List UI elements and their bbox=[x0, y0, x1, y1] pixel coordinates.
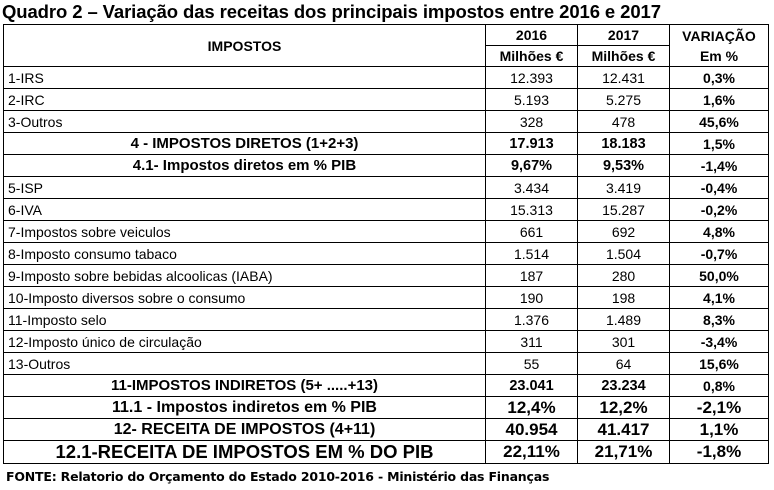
row-name: 11-Imposto selo bbox=[4, 309, 486, 331]
row-name: 2-IRC bbox=[4, 89, 486, 111]
table-row bbox=[4, 287, 769, 309]
header-variacao-line1: VARIAÇÃO bbox=[682, 27, 756, 44]
header-2017 bbox=[578, 25, 670, 67]
row-variacao: -1,4% bbox=[670, 155, 769, 177]
row-2016: 187 bbox=[486, 265, 578, 287]
row-variacao: -3,4% bbox=[670, 331, 769, 353]
row-variacao: 45,6% bbox=[670, 111, 769, 133]
row-variacao: -0,2% bbox=[670, 199, 769, 221]
table-row bbox=[4, 353, 769, 375]
row-2017: 301 bbox=[578, 331, 670, 353]
row-2017: 21,71% bbox=[578, 441, 670, 464]
row-2016: 311 bbox=[486, 331, 578, 353]
row-2017: 478 bbox=[578, 111, 670, 133]
row-2016: 22,11% bbox=[486, 441, 578, 464]
row-variacao: 4,8% bbox=[670, 221, 769, 243]
row-2016: 15.313 bbox=[486, 199, 578, 221]
table-row-total bbox=[4, 441, 769, 464]
row-2016: 12,4% bbox=[486, 397, 578, 419]
row-2016: 55 bbox=[486, 353, 578, 375]
row-name: 7-Impostos sobre veiculos bbox=[4, 221, 486, 243]
table-row-total bbox=[4, 155, 769, 177]
row-2017: 41.417 bbox=[578, 419, 670, 441]
row-name: 12.1-RECEITA DE IMPOSTOS EM % DO PIB bbox=[4, 441, 486, 464]
table-row-total bbox=[4, 397, 769, 419]
table-row bbox=[4, 199, 769, 221]
row-variacao: 8,3% bbox=[670, 309, 769, 331]
row-2017: 12.431 bbox=[578, 67, 670, 89]
row-2017: 3.419 bbox=[578, 177, 670, 199]
table-row-total bbox=[4, 375, 769, 397]
row-2017: 9,53% bbox=[578, 155, 670, 177]
row-2016: 40.954 bbox=[486, 419, 578, 441]
header-2016-unit: Milhões € bbox=[499, 48, 564, 64]
row-2016: 1.514 bbox=[486, 243, 578, 265]
row-2016: 190 bbox=[486, 287, 578, 309]
row-name: 1-IRS bbox=[4, 67, 486, 89]
header-impostos: IMPOSTOS bbox=[4, 25, 486, 67]
row-name: 6-IVA bbox=[4, 199, 486, 221]
row-2016: 328 bbox=[486, 111, 578, 133]
row-name: 11.1 - Impostos indiretos em % PIB bbox=[4, 397, 486, 419]
header-variacao bbox=[670, 25, 769, 67]
table-row bbox=[4, 89, 769, 111]
row-2017: 1.489 bbox=[578, 309, 670, 331]
row-variacao: -1,8% bbox=[670, 441, 769, 464]
table-row bbox=[4, 177, 769, 199]
row-name: 3-Outros bbox=[4, 111, 486, 133]
row-name: 4.1- Impostos diretos em % PIB bbox=[4, 155, 486, 177]
table-row-total bbox=[4, 133, 769, 155]
row-2017: 12,2% bbox=[578, 397, 670, 419]
table-row bbox=[4, 331, 769, 353]
row-variacao: 1,1% bbox=[670, 419, 769, 441]
row-name: 8-Imposto consumo tabaco bbox=[4, 243, 486, 265]
row-2016: 1.376 bbox=[486, 309, 578, 331]
table-title: Quadro 2 – Variação das receitas dos principais impostos entre 2016 e 2017 bbox=[2, 1, 661, 22]
row-2017: 64 bbox=[578, 353, 670, 375]
row-variacao: 1,6% bbox=[670, 89, 769, 111]
row-2017: 23.234 bbox=[578, 375, 670, 397]
table-row bbox=[4, 243, 769, 265]
row-name: 4 - IMPOSTOS DIRETOS (1+2+3) bbox=[4, 133, 486, 155]
row-2016: 661 bbox=[486, 221, 578, 243]
table-row bbox=[4, 265, 769, 287]
row-2017: 18.183 bbox=[578, 133, 670, 155]
row-name: 11-IMPOSTOS INDIRETOS (5+ .....+13) bbox=[4, 375, 486, 397]
table-row bbox=[4, 221, 769, 243]
row-variacao: 15,6% bbox=[670, 353, 769, 375]
row-variacao: -0,7% bbox=[670, 243, 769, 265]
row-2017: 15.287 bbox=[578, 199, 670, 221]
row-2016: 12.393 bbox=[486, 67, 578, 89]
row-2017: 280 bbox=[578, 265, 670, 287]
table-header-row bbox=[4, 25, 769, 67]
row-name: 12-Imposto único de circulação bbox=[4, 331, 486, 353]
row-2016: 23.041 bbox=[486, 375, 578, 397]
table-row-total bbox=[4, 419, 769, 441]
row-variacao: 50,0% bbox=[670, 265, 769, 287]
row-2017: 5.275 bbox=[578, 89, 670, 111]
row-name: 10-Imposto diversos sobre o consumo bbox=[4, 287, 486, 309]
row-2016: 3.434 bbox=[486, 177, 578, 199]
row-2016: 5.193 bbox=[486, 89, 578, 111]
row-variacao: 0,8% bbox=[670, 375, 769, 397]
row-name: 5-ISP bbox=[4, 177, 486, 199]
row-variacao: 0,3% bbox=[670, 67, 769, 89]
header-2017-year: 2017 bbox=[578, 25, 669, 46]
source-note: FONTE: Relatorio do Orçamento do Estado 2010-2016 - Ministério das Finanças bbox=[6, 469, 550, 484]
row-2017: 692 bbox=[578, 221, 670, 243]
row-variacao: -2,1% bbox=[670, 397, 769, 419]
row-variacao: 4,1% bbox=[670, 287, 769, 309]
row-variacao: 1,5% bbox=[670, 133, 769, 155]
row-name: 12- RECEITA DE IMPOSTOS (4+11) bbox=[4, 419, 486, 441]
row-name: 9-Imposto sobre bebidas alcoolicas (IABA) bbox=[4, 265, 486, 287]
row-variacao: -0,4% bbox=[670, 177, 769, 199]
row-2016: 17.913 bbox=[486, 133, 578, 155]
header-2016-year: 2016 bbox=[486, 25, 577, 46]
row-2016: 9,67% bbox=[486, 155, 578, 177]
header-2017-unit: Milhões € bbox=[591, 48, 656, 64]
header-2016 bbox=[486, 25, 578, 67]
row-2017: 1.504 bbox=[578, 243, 670, 265]
row-2017: 198 bbox=[578, 287, 670, 309]
row-name: 13-Outros bbox=[4, 353, 486, 375]
table-row bbox=[4, 309, 769, 331]
header-variacao-line2: Em % bbox=[699, 47, 739, 64]
tax-revenue-table bbox=[3, 24, 769, 464]
table-row bbox=[4, 67, 769, 89]
table-row bbox=[4, 111, 769, 133]
